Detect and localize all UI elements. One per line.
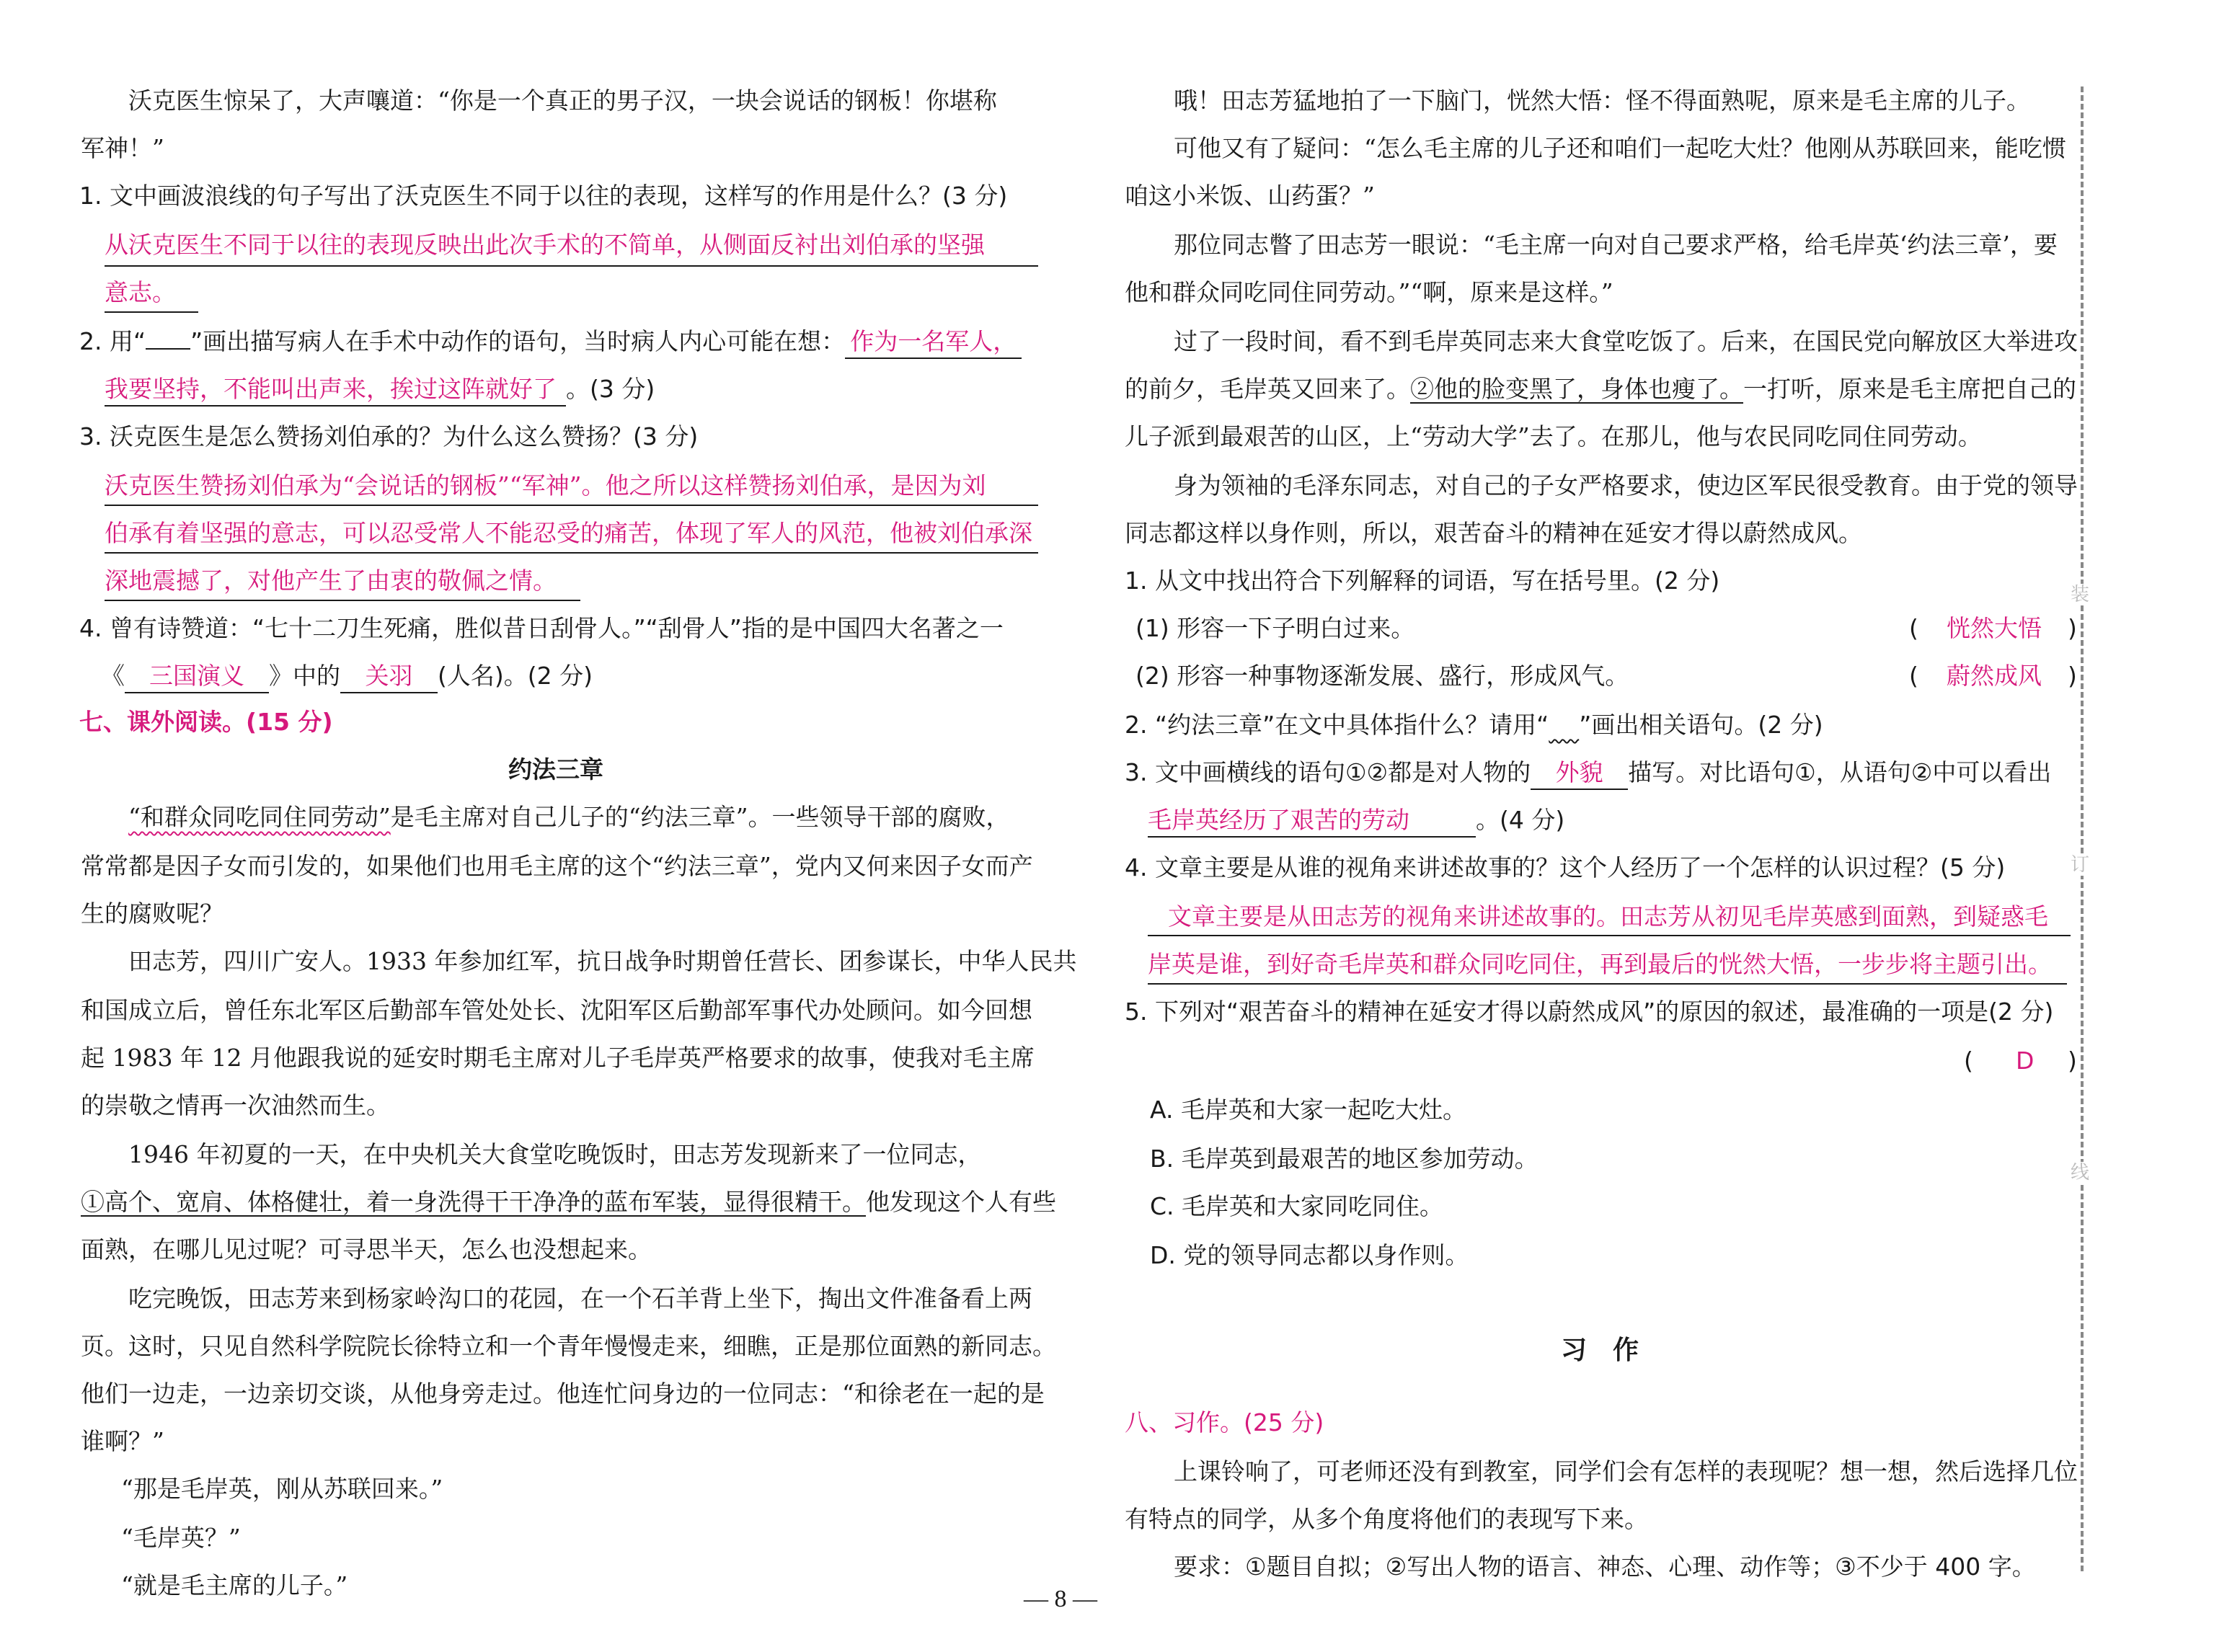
answer-4-person: 关羽 xyxy=(340,660,438,693)
margin-label-ding: 订 xyxy=(2071,854,2090,876)
story-p2-line-3: 起 1983 年 12 月他跟我说的延安时期毛主席对儿子毛岸英严格要求的故事，使我对毛主席 xyxy=(81,1044,1035,1072)
answer-r4-line-1: 文章主要是从田志芳的视角来讲述故事的。田志芳从初见毛岸英感到面熟，到疑惑毛 xyxy=(1168,902,2048,931)
answer-4-book: 三国演义 xyxy=(125,660,269,693)
answer-3-line-3: 深地震撼了，对他产生了由衷的敬佩之情。 xyxy=(105,567,557,595)
story-p6-line-1: 可他又有了疑问：“怎么毛主席的儿子还和咱们一起吃大灶？他刚从苏联回来，能吃惯 xyxy=(1174,134,2066,162)
right-question-5: 5. 下列对“艰苦奋斗的精神在延安才得以蔚然成风”的原因的叙述，最准确的一项是(2 分) xyxy=(1125,998,2054,1026)
section-8-heading: 八、习作。(25 分) xyxy=(1125,1408,1324,1436)
wavy-underline-sample xyxy=(1549,711,1579,739)
answer-line xyxy=(105,552,1038,554)
underlined-sentence-1: ①高个、宽肩、体格健壮，着一身洗得干干净净的蓝布军装，显得很精干。 xyxy=(81,1188,866,1216)
story-p9-line-2: 同志都这样以身作则，所以，艰苦奋斗的精神在延安才得以蔚然成风。 xyxy=(1125,519,1862,547)
story-p2-line-4: 的崇敬之情再一次油然而生。 xyxy=(81,1091,390,1119)
intro-line-2: 军神！” xyxy=(81,134,164,162)
wavy-underlined-sentence: “和群众同吃同住同劳动” xyxy=(128,803,391,831)
story-p8-line-2: 的前夕，毛岸英又回来了。②他的脸变黑了，身体也瘦了。一打听，原来是毛主席把自己的 xyxy=(1125,375,2076,403)
answer-r3-part-2: 毛岸英经历了艰苦的劳动 xyxy=(1148,804,1476,838)
composition-prompt-line-2: 有特点的同学，从多个角度将他们的表现写下来。 xyxy=(1125,1505,1648,1533)
question-4-continued: 《 三国演义 》中的 关羽 (人名)。(2 分) xyxy=(101,660,593,693)
answer-r1-item-1: 恍然大悟 xyxy=(1947,614,2042,642)
answer-r4-line-2: 岸英是谁，到好奇毛岸英和群众同吃同住，再到最后的恍然大悟，一步步将主题引出。 xyxy=(1148,950,2052,978)
intro-line-1: 沃克医生惊呆了，大声嚷道：“你是一个真正的男子汉，一块会说话的钢板！你堪称 xyxy=(128,86,997,115)
story-p3-line-3: 面熟，在哪儿见过呢？可寻思半天，怎么也没想起来。 xyxy=(81,1235,652,1264)
story-p1-line-1: “和群众同吃同住同劳动”是毛主席对自己儿子的“约法三章”。一些领导干部的腐败， xyxy=(128,803,1010,831)
story-p1-line-2: 常常都是因子女而引发的，如果他们也用毛主席的这个“约法三章”，党内又何来因子女而产 xyxy=(81,852,1033,880)
section-7-heading: 七、课外阅读。(15 分) xyxy=(79,708,333,736)
right-question-3: 3. 文中画横线的语句①②都是对人物的 外貌 描写。对比语句①，从语句②中可以看出 xyxy=(1125,757,2051,790)
option-a: A. 毛岸英和大家一起吃大灶。 xyxy=(1150,1096,1466,1124)
story-p9-line-1: 身为领袖的毛泽东同志，对自己的子女严格要求，使边区军民很受教育。由于党的领导 xyxy=(1174,471,2078,499)
answer-3-line-1: 沃克医生赞扬刘伯承为“会说话的钢板”“军神”。他之所以这样赞扬刘伯承，是因为刘 xyxy=(105,471,986,499)
right-question-3-continued: 毛岸英经历了艰苦的劳动 。(4 分) xyxy=(1148,804,1564,838)
answer-line xyxy=(105,311,198,313)
answer-1-line-2: 意志。 xyxy=(105,278,176,306)
story-p4-line-4: 谁啊？” xyxy=(81,1427,164,1455)
story-p4-line-3: 他们一边走，一边亲切交谈，从他身旁走过。他连忙问身边的一位同志：“和徐老在一起的是 xyxy=(81,1380,1045,1408)
story-p3-line-1: 1946 年初夏的一天，在中央机关大食堂吃晚饭时，田志芳发现新来了一位同志， xyxy=(128,1140,982,1168)
dialogue-3: “就是毛主席的儿子。” xyxy=(121,1571,348,1599)
story-p5: 哦！田志芳猛地拍了一下脑门，恍然大悟：怪不得面熟呢，原来是毛主席的儿子。 xyxy=(1174,86,2030,115)
paren-left: ( xyxy=(1909,662,1918,690)
story-p6-line-2: 咱这小米饭、山药蛋？” xyxy=(1125,182,1375,210)
margin-label-xian: 线 xyxy=(2071,1162,2090,1184)
page-number: — 8 — xyxy=(1024,1586,1097,1612)
paren-right: ) xyxy=(2068,662,2077,690)
story-p1-line-3: 生的腐败呢？ xyxy=(81,900,223,928)
answer-1-line-1: 从沃克医生不同于以往的表现反映出此次手术的不简单，从侧面反衬出刘伯承的坚强 xyxy=(105,231,985,259)
option-d: D. 党的领导同志都以身作则。 xyxy=(1150,1241,1469,1269)
dialogue-2: “毛岸英？” xyxy=(121,1524,241,1552)
story-p4-line-1: 吃完晚饭，田志芳来到杨家岭沟口的花园，在一个石羊背上坐下，掏出文件准备看上两 xyxy=(128,1284,1032,1313)
question-1: 1. 文中画波浪线的句子写出了沃克医生不同于以往的表现，这样写的作用是什么？(3 分) xyxy=(79,182,1008,210)
answer-r3-part-1: 外貌 xyxy=(1531,757,1628,790)
right-question-1-item-1: (1) 形容一下子明白过来。 xyxy=(1135,614,1415,642)
answer-line xyxy=(105,600,580,601)
right-question-4: 4. 文章主要是从谁的视角来讲述故事的？这个人经历了一个怎样的认识过程？(5 分) xyxy=(1125,853,2006,881)
option-b: B. 毛岸英到最艰苦的地区参加劳动。 xyxy=(1150,1145,1538,1173)
story-p3-line-2: ①高个、宽肩、体格健壮，着一身洗得干干净净的蓝布军装，显得很精干。他发现这个人有些 xyxy=(81,1188,1056,1216)
composition-title: 习 作 xyxy=(1561,1336,1639,1365)
paren-right: ) xyxy=(2068,1047,2077,1075)
answer-r5: D xyxy=(2016,1047,2035,1075)
answer-2-part-1: 作为一名军人， xyxy=(845,326,1022,359)
story-p2-line-2: 和国成立后，曾任东北军区后勤部车管处处长、沈阳军区后勤部军事代办处顾问。如今回想 xyxy=(81,996,1032,1024)
paren-right: ) xyxy=(2068,614,2077,642)
story-p2-line-1: 田志芳，四川广安人。1933 年参加红军，抗日战争时期曾任营长、团参谋长，中华人民共 xyxy=(128,947,1077,975)
dialogue-1: “那是毛岸英，刚从苏联回来。” xyxy=(121,1475,443,1503)
answer-3-line-2: 伯承有着坚强的意志，可以忍受常人不能忍受的痛苦，体现了军人的风范，他被刘伯承深 xyxy=(105,519,1032,547)
option-c: C. 毛岸英和大家同吃同住。 xyxy=(1150,1192,1444,1220)
composition-prompt-line-1: 上课铃响了，可老师还没有到教室，同学们会有怎样的表现呢？想一想，然后选择几位 xyxy=(1174,1457,2078,1486)
paren-left: ( xyxy=(1964,1047,1973,1075)
question-4: 4. 曾有诗赞道：“七十二刀生死痛，胜似昔日刮骨人。”“刮骨人”指的是中国四大名著之一 xyxy=(79,614,1004,642)
story-p7-line-1: 那位同志瞥了田志芳一眼说：“毛主席一向对自己要求严格，给毛岸英‘约法三章’，要 xyxy=(1174,231,2058,259)
answer-r1-item-2: 蔚然成风 xyxy=(1947,662,2042,690)
story-p8-line-1: 过了一段时间，看不到毛岸英同志来大食堂吃饭了。后来，在国民党向解放区大举进攻 xyxy=(1174,327,2078,355)
paren-left: ( xyxy=(1909,614,1918,642)
binding-dashed-line xyxy=(2081,86,2084,1571)
question-2: 2. 用“ ”画出描写病人在手术中动作的语句，当时病人内心可能在想： 作为一名军人， xyxy=(79,326,1022,359)
answer-2-part-2: 我要坚持，不能叫出声来，挨过这阵就好了 xyxy=(105,373,566,407)
answer-line xyxy=(105,505,1038,506)
answer-line xyxy=(1148,935,2071,936)
right-question-1-item-2: (2) 形容一种事物逐渐发展、盛行，形成风气。 xyxy=(1135,662,1629,690)
answer-line xyxy=(1148,983,2067,985)
story-p7-line-2: 他和群众同吃同住同劳动。”“啊，原来是这样。” xyxy=(1125,278,1613,306)
story-p8-line-3: 儿子派到最艰苦的山区，上“劳动大学”去了。在那儿，他与农民同吃同住同劳动。 xyxy=(1125,422,1982,450)
composition-requirements: 要求：①题目自拟；②写出人物的语言、神态、心理、动作等；③不少于 400 字。 xyxy=(1174,1553,2036,1581)
question-2-continued: 我要坚持，不能叫出声来，挨过这阵就好了 。(3 分) xyxy=(105,373,655,407)
answer-line xyxy=(105,265,1038,267)
question-3: 3. 沃克医生是怎么赞扬刘伯承的？为什么这么赞扬？(3 分) xyxy=(79,422,699,450)
story-p4-line-2: 页。这时，只见自然科学院院长徐特立和一个青年慢慢走来，细瞧，正是那位面熟的新同志。 xyxy=(81,1332,1056,1360)
underlined-sentence-2: ②他的脸变黑了，身体也瘦了。 xyxy=(1410,375,1743,403)
margin-label-zhuang: 装 xyxy=(2071,584,2090,605)
underline-sample xyxy=(146,328,190,350)
story-title: 约法三章 xyxy=(508,755,603,783)
right-question-1: 1. 从文中找出符合下列解释的词语，写在括号里。(2 分) xyxy=(1125,567,1720,595)
right-question-2: 2. “约法三章”在文中具体指什么？请用“ ”画出相关语句。(2 分) xyxy=(1125,711,1823,739)
